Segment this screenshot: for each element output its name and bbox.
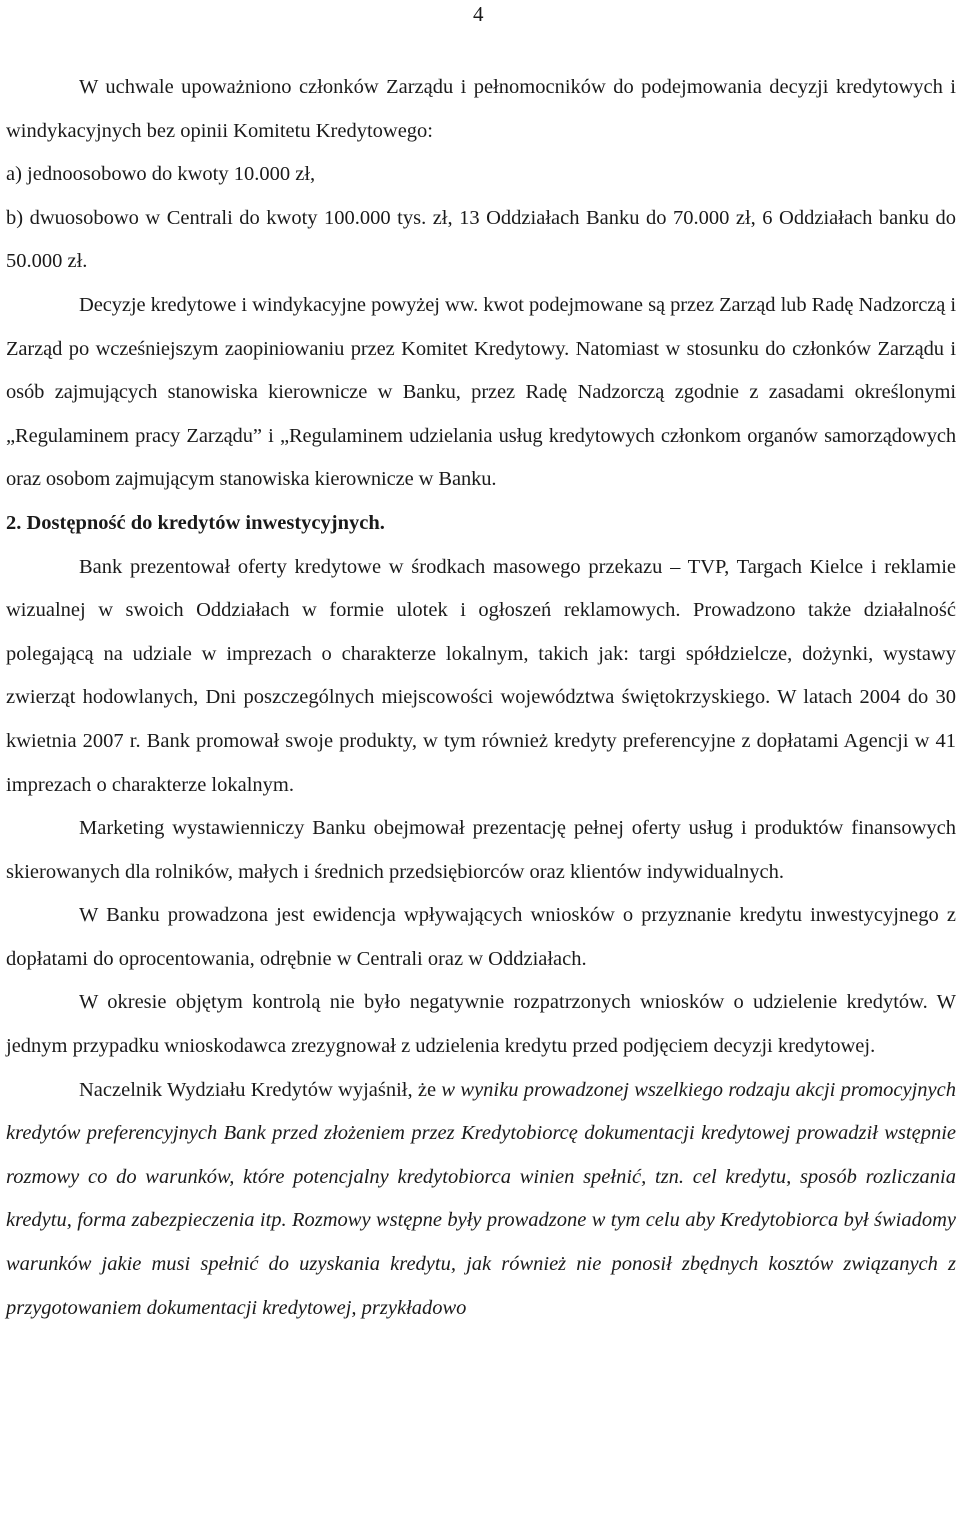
paragraph-applications: W okresie objętym kontrolą nie było negatywnie rozpatrzonych wniosków o udzielenie kredytów. W jednym przypadku wnioskodawca zrezygnował z udzielenia kredytu przed podjęciem decyzji kredytowej.	[6, 991, 956, 1058]
paragraph-registry: W Banku prowadzona jest ewidencja wpływających wniosków o przyznanie kredytu inwestycyjnego z dopłatami do oprocentowania, odrębnie w Centrali oraz w Oddziałach.	[6, 904, 956, 970]
explanation-quote: w wyniku prowadzonej wszelkiego rodzaju akcji promocyjnych kredytów preferencyjnych Bank przed złożeniem przez Kredytobiorcę dokumentacji kredytowej prowadził wstępnie rozmowy co do warunków, które potencjalny kredytobiorca winien spełnić, tzn. cel kredytu, sposób rozliczania kredytu, forma zabezpieczenia itp. Rozmowy wstępne były prowadzone w tym celu aby Kredytobiorca był świadomy warunków jakie musi spełnić do uzyskania kredytu, jak również nie ponosił zbędnych kosztów związanych z przygotowaniem dokumentacji kredytowej, przykładowo	[6, 1078, 956, 1319]
document-body	[6, 66, 956, 1330]
explanation-intro: Naczelnik Wydziału Kredytów wyjaśnił, że	[79, 1078, 442, 1101]
section-heading-2: 2. Dostępność do kredytów inwestycyjnych.	[6, 511, 385, 534]
page-number: 4	[473, 2, 484, 26]
paragraph-marketing: Marketing wystawienniczy Banku obejmował prezentację pełnej oferty usług i produktów finansowych skierowanych dla rolników, małych i średnich przedsiębiorców oraz klientów indywidualnych.	[6, 817, 956, 883]
paragraph-decisions: Decyzje kredytowe i windykacyjne powyżej ww. kwot podejmowane są przez Zarząd lub Radę Nadzorczą i Zarząd po wcześniejszym zaopiniowaniu przez Komitet Kredytowy. Natomiast w stosunku do członków Zarządu i osób zajmujących stanowiska kierownicze w Banku, przez Radę Nadzorczą zgodnie z zasadami określonymi „Regulaminem pracy Zarządu” i „Regulaminem udzielania usług kredytowych członkom organów samorządowych oraz osobom zajmującym stanowiska kierownicze w Banku.	[6, 293, 956, 491]
paragraph-item-a: a) jednoosobowo do kwoty 10.000 zł,	[6, 163, 316, 186]
paragraph-bank-offers: Bank prezentował oferty kredytowe w środkach masowego przekazu – TVP, Targach Kielce i reklamie wizualnej w swoich Oddziałach w formie ulotek i ogłoszeń reklamowych. Prowadzono także działalność polegającą na udziale w imprezach o charakterze lokalnym, takich jak: targi spółdzielcze, dożynki, wystawy zwierząt hodowlanych, Dni poszczególnych miejscowości województwa świętokrzyskiego. W latach 2004 do 30 kwietnia 2007 r. Bank promował swoje produkty, w tym również kredyty preferencyjne z dopłatami Agencji w 41 imprezach o charakterze lokalnym.	[6, 555, 956, 796]
paragraph-explanation	[6, 1069, 956, 1331]
paragraph-authorization: W uchwale upoważniono członków Zarządu i pełnomocników do podejmowania decyzji kredytowych i windykacyjnych bez opinii Komitetu Kredytowego:	[6, 76, 956, 142]
paragraph-item-b: b) dwuosobowo w Centrali do kwoty 100.000 tys. zł, 13 Oddziałach Banku do 70.000 zł, 6 Oddziałach banku do 50.000 zł.	[6, 206, 956, 273]
